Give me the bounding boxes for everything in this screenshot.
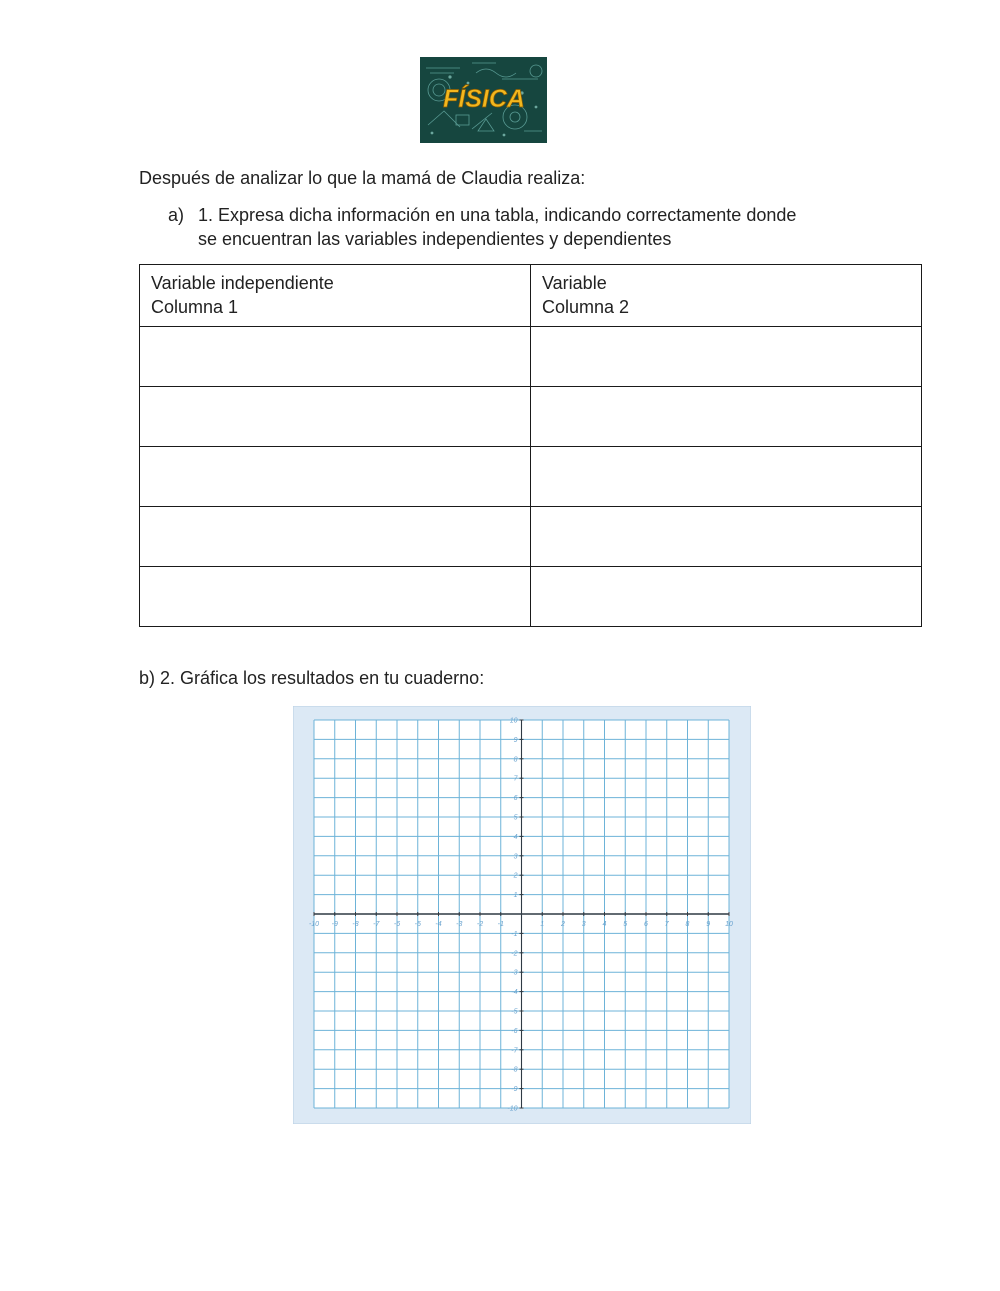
- x-tick-label: -1: [497, 921, 504, 928]
- x-tick-label: -5: [414, 921, 421, 928]
- y-tick-label: -8: [511, 1066, 518, 1074]
- table-row: [140, 507, 922, 567]
- cartesian-plane-graphic: [293, 706, 751, 1124]
- banner-graphic: [420, 57, 547, 143]
- cartesian-plane: [293, 706, 751, 1124]
- x-tick-label: -6: [393, 921, 401, 928]
- table-cell[interactable]: [140, 387, 531, 447]
- x-tick-label: 9: [706, 921, 711, 928]
- table-row: [140, 327, 922, 387]
- table-row: [140, 447, 922, 507]
- fisica-banner-image: [420, 57, 547, 143]
- x-tick-label: 5: [623, 921, 628, 928]
- header-independent-column: Columna 1: [151, 297, 239, 317]
- x-tick-label: -3: [456, 921, 463, 928]
- y-tick-label: -7: [511, 1047, 518, 1055]
- x-tick-label: -4: [435, 921, 442, 928]
- y-tick-label: 3: [513, 853, 518, 861]
- x-tick-label: 3: [581, 921, 586, 928]
- y-tick-label: 8: [513, 756, 518, 764]
- x-tick-label: 10: [725, 921, 733, 928]
- y-tick-label: -4: [511, 989, 518, 997]
- y-tick-label: -6: [511, 1027, 518, 1035]
- y-tick-label: -1: [511, 930, 518, 938]
- x-tick-label: 1: [540, 921, 545, 928]
- y-tick-label: 6: [513, 795, 518, 803]
- table-cell[interactable]: [140, 327, 531, 387]
- y-tick-label: 10: [509, 717, 518, 725]
- header-dependent: [531, 265, 922, 327]
- y-tick-label: -3: [511, 969, 518, 977]
- table-cell[interactable]: [531, 387, 922, 447]
- intro-text: Después de analizar lo que la mamá de Claudia realiza:: [139, 168, 586, 188]
- x-tick-label: 4: [602, 921, 607, 928]
- y-tick-label: 2: [513, 872, 518, 880]
- question-a-line-1: 1. Expresa dicha información en una tabla, indicando correctamente donde: [198, 205, 797, 225]
- y-tick-label: 9: [513, 736, 518, 744]
- x-tick-label: -10: [308, 921, 320, 928]
- y-tick-label: 7: [513, 775, 518, 783]
- header-independent: [140, 265, 531, 327]
- y-tick-label: 1: [513, 892, 518, 900]
- y-tick-label: 4: [513, 833, 518, 841]
- table-cell[interactable]: [531, 327, 922, 387]
- x-tick-label: -9: [331, 921, 338, 928]
- question-a-line-2: se encuentran las variables independientes y dependientes: [198, 229, 672, 249]
- question-b: b) 2. Gráfica los resultados en tu cuaderno:: [139, 668, 485, 688]
- x-tick-label: 2: [561, 921, 565, 928]
- header-independent-title: Variable independiente: [151, 273, 334, 293]
- x-tick-label: -7: [373, 921, 380, 928]
- x-tick-label: 6: [644, 921, 648, 928]
- banner-title: FÍSICA: [443, 85, 525, 113]
- table-cell[interactable]: [140, 507, 531, 567]
- y-tick-label: -2: [511, 950, 518, 958]
- x-tick-label: -2: [476, 921, 484, 928]
- question-a: [168, 203, 898, 251]
- table-cell[interactable]: [140, 447, 531, 507]
- y-tick-label: -5: [511, 1008, 518, 1016]
- y-tick-label: -9: [511, 1086, 518, 1094]
- table-cell[interactable]: [531, 567, 922, 627]
- table-cell[interactable]: [531, 447, 922, 507]
- question-a-marker: a): [168, 205, 185, 225]
- header-dependent-column: Columna 2: [542, 297, 630, 317]
- table-header-row: [140, 265, 922, 327]
- x-tick-label: -8: [352, 921, 359, 928]
- table-row: [140, 387, 922, 447]
- table-cell[interactable]: [531, 507, 922, 567]
- header-dependent-title: Variable: [542, 273, 607, 293]
- variables-table: [139, 264, 922, 627]
- x-tick-label: 7: [664, 921, 669, 928]
- x-tick-label: 8: [685, 921, 690, 928]
- y-tick-label: -10: [507, 1105, 518, 1113]
- y-tick-label: 5: [513, 814, 518, 822]
- table-row: [140, 567, 922, 627]
- table-cell[interactable]: [140, 567, 531, 627]
